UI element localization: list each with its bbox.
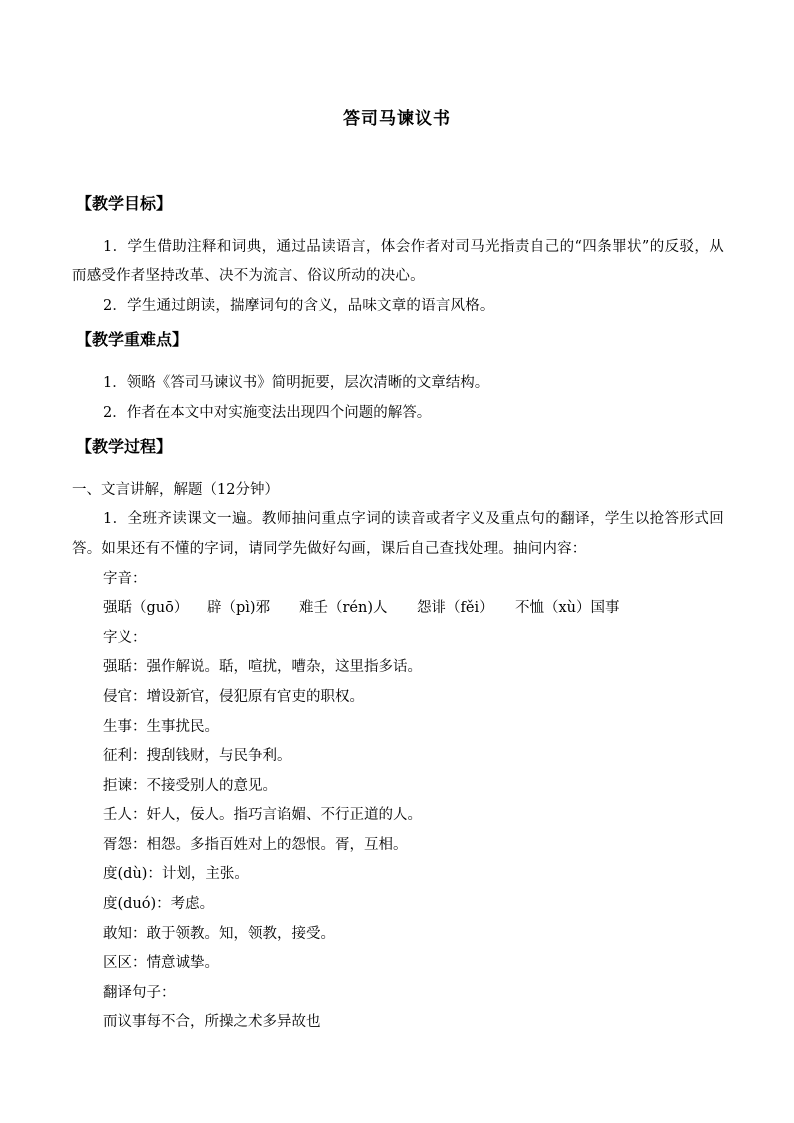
meaning-item: 强聒：强作解说。聒，喧扰，嘈杂，这里指多话。 [103, 659, 422, 676]
meaning-item: 侵官：增设新官，侵犯原有官吏的职权。 [103, 688, 364, 705]
meaning-label: 字义： [103, 629, 147, 646]
difficulty-item-1: 1．领略《答司马谏议书》简明扼要，层次清晰的文章结构。 [103, 374, 490, 391]
translate-label: 翻译句子： [103, 984, 176, 1001]
meaning-item: 征利：搜刮钱财，与民争利。 [103, 748, 292, 765]
pronunciation-item: 怨诽（fěi） [417, 600, 494, 617]
meaning-item: 敢知：敢于领教。知，领教，接受。 [103, 925, 335, 942]
goal-item-2: 2．学生通过朗读，揣摩词句的含义，品味文章的语言风格。 [103, 297, 495, 314]
pronunciation-list [72, 594, 724, 624]
meaning-item: 拒谏：不接受别人的意见。 [103, 777, 277, 794]
meaning-item: 壬人：奸人，佞人。指巧言谄媚、不行正道的人。 [103, 807, 422, 824]
pronunciation-label: 字音： [103, 570, 147, 587]
process-step-1: 1．全班齐读课文一遍。教师抽问重点字词的读音或者字义及重点句的翻译，学生以抢答形式回答。如果还有不懂的字词，请同学先做好勾画，课后自己查找处理。抽问内容： [72, 511, 724, 557]
difficulty-item-2: 2．作者在本文中对实施变法出现四个问题的解答。 [103, 404, 432, 421]
meaning-item: 度(dù)：计划，主张。 [103, 866, 249, 883]
section-heading-goals: 【教学目标】 [76, 194, 173, 213]
process-part-title: 一、文言讲解，解题（12分钟） [72, 481, 279, 498]
translate-sentence: 而议事每不合，所操之术多异故也 [103, 1014, 321, 1031]
meaning-item: 区区：情意诚挚。 [103, 955, 219, 972]
document-body [72, 189, 724, 1038]
pronunciation-item: 辟（pì)邪 [207, 600, 271, 617]
section-heading-difficulties: 【教学重难点】 [76, 330, 189, 350]
meaning-item: 度(duó)：考虑。 [103, 896, 215, 913]
pronunciation-item: 难壬（rén)人 [299, 600, 388, 617]
meaning-item: 生事：生事扰民。 [103, 718, 219, 735]
goal-item-1: 1．学生借助注释和词典，通过品读语言，体会作者对司马光指责自己的“四条罪状”的反驳，从而感受作者坚持改革、决不为流言、俗议所动的决心。 [72, 238, 724, 285]
section-heading-process: 【教学过程】 [76, 437, 173, 457]
pronunciation-item: 不恤（xù）国事 [515, 600, 620, 617]
page-title: 答司马谏议书 [343, 109, 451, 129]
meaning-item: 胥怨：相怨。多指百姓对上的怨恨。胥，互相。 [103, 836, 408, 853]
pronunciation-item: 强聒（guō） [103, 600, 189, 617]
